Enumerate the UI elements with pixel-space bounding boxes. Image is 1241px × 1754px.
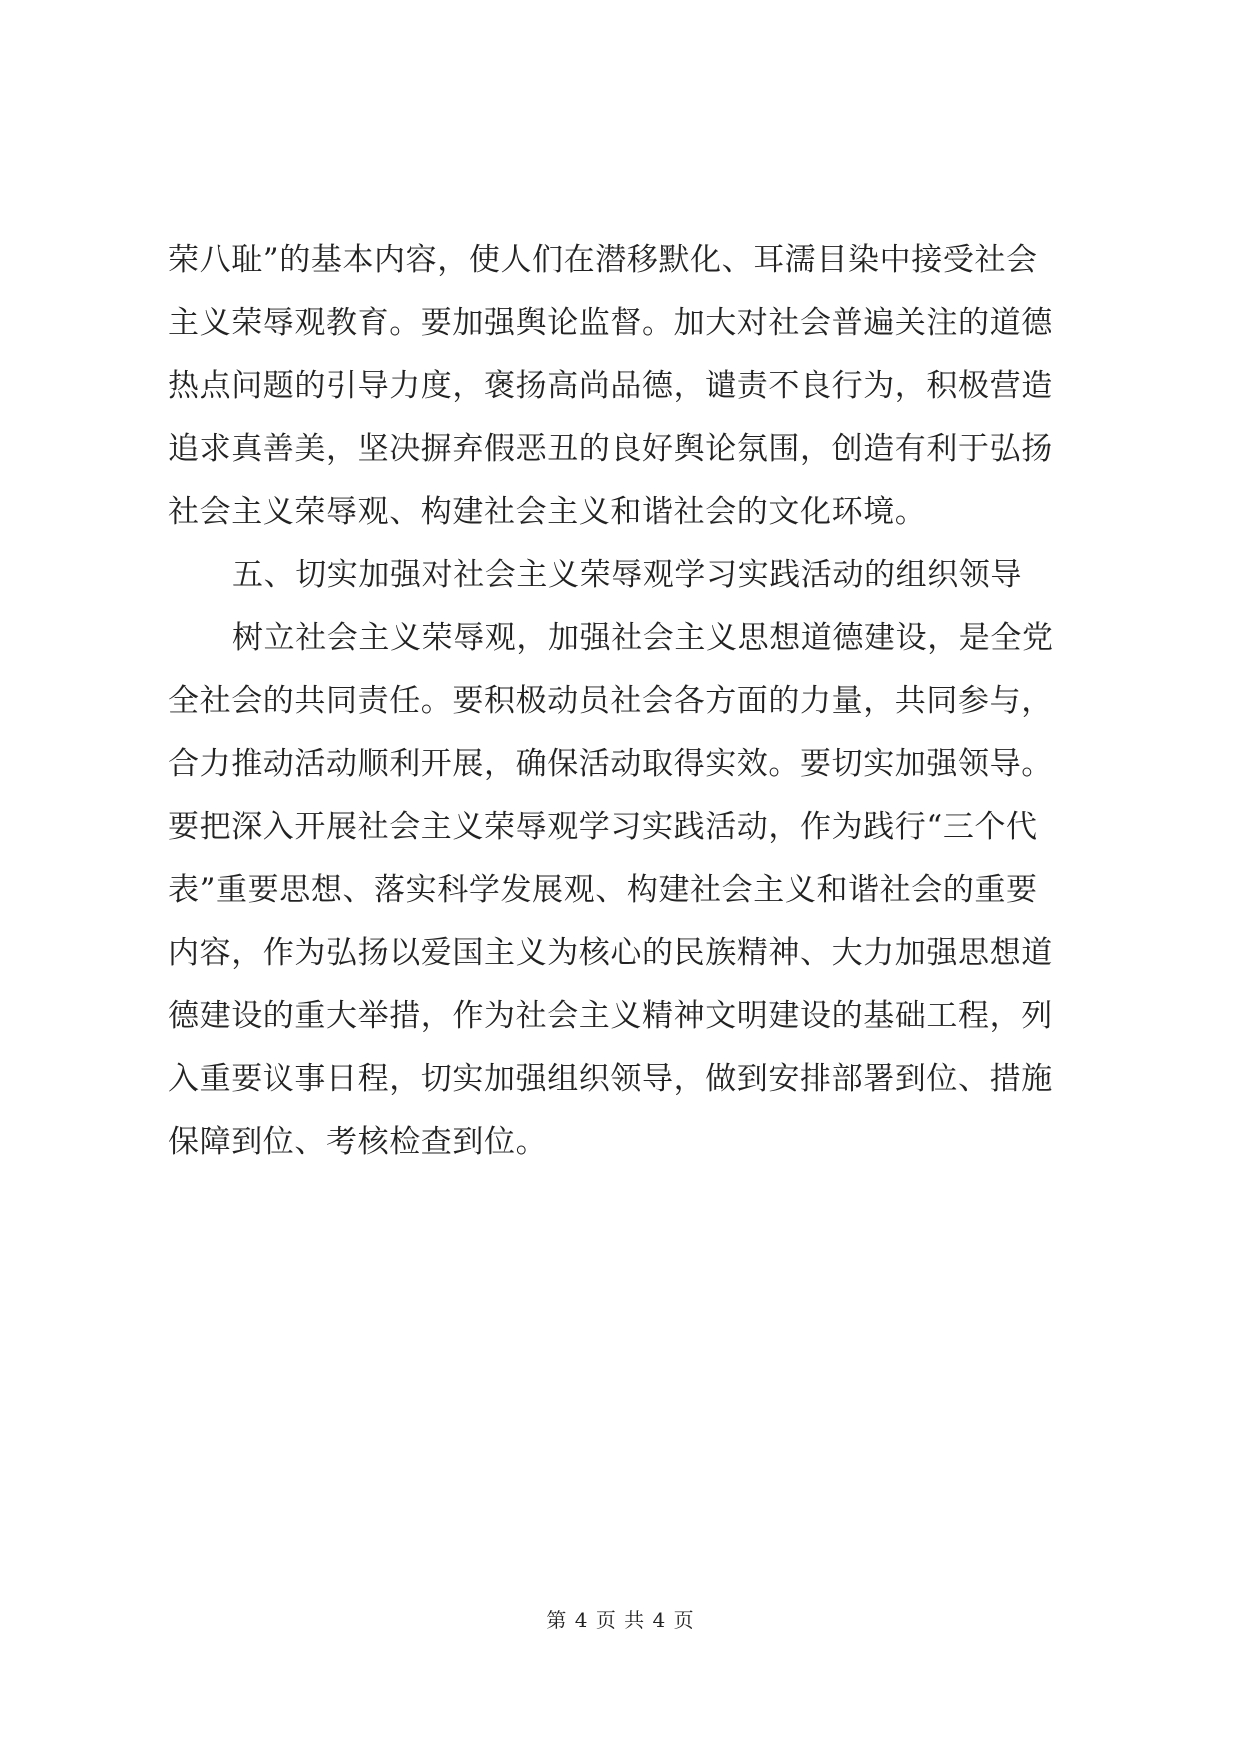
text-line: 全社会的共同责任。要积极动员社会各方面的力量，共同参与， <box>168 683 1053 719</box>
text-line: 社会主义荣辱观、构建社会主义和谐社会的文化环境。 <box>168 494 927 530</box>
body-text <box>168 229 1078 1174</box>
text-line: 主义荣辱观教育。要加强舆论监督。加大对社会普遍关注的道德 <box>168 305 1053 341</box>
page-number: 第 4 页 共 4 页 <box>546 1608 695 1632</box>
text-line: 入重要议事日程，切实加强组织领导，做到安排部署到位、措施 <box>168 1061 1053 1097</box>
text-line: 表”重要思想、落实科学发展观、构建社会主义和谐社会的重要 <box>168 872 1038 908</box>
text-line: 合力推动活动顺利开展，确保活动取得实效。要切实加强领导。 <box>168 746 1053 782</box>
text-line: 保障到位、考核检查到位。 <box>168 1124 548 1160</box>
text-line: 荣八耻”的基本内容，使人们在潜移默化、耳濡目染中接受社会 <box>168 242 1038 278</box>
text-line: 热点问题的引导力度，褒扬高尚品德，谴责不良行为，积极营造 <box>168 368 1053 404</box>
section-heading: 五、切实加强对社会主义荣辱观学习实践活动的组织领导 <box>232 557 1022 593</box>
text-line: 追求真善美，坚决摒弃假恶丑的良好舆论氛围，创造有利于弘扬 <box>168 431 1053 467</box>
text-line: 要把深入开展社会主义荣辱观学习实践活动，作为践行“三个代 <box>168 809 1038 845</box>
text-line: 德建设的重大举措，作为社会主义精神文明建设的基础工程，列 <box>168 998 1053 1034</box>
page-footer <box>0 1604 1241 1633</box>
text-line: 内容，作为弘扬以爱国主义为核心的民族精神、大力加强思想道 <box>168 935 1053 971</box>
text-line: 树立社会主义荣辱观，加强社会主义思想道德建设，是全党 <box>232 620 1054 656</box>
